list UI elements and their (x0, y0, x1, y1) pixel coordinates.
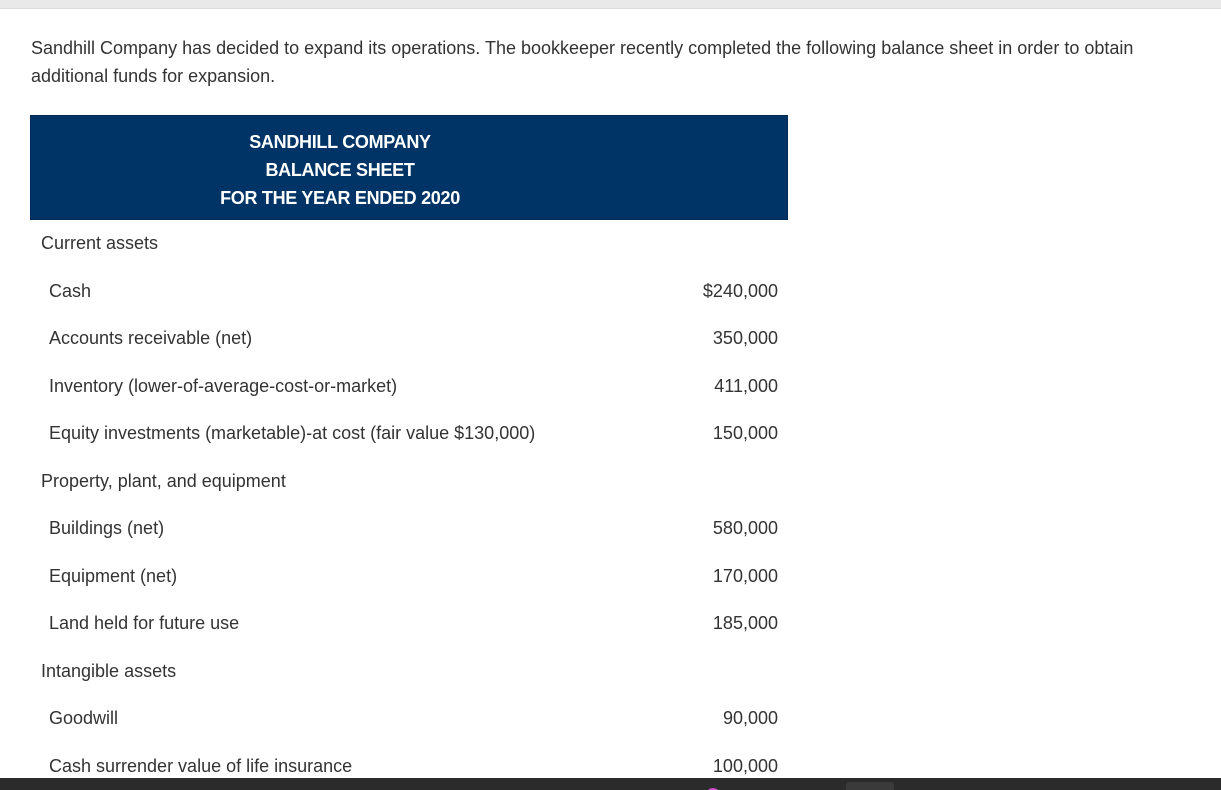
table-row (30, 268, 788, 316)
company-name: SANDHILL COMPANY (249, 132, 431, 152)
row-amount: 150,000 (712, 423, 778, 443)
taskbar-app-icon[interactable] (846, 782, 894, 790)
row-amount: 170,000 (712, 565, 778, 586)
table-row (30, 695, 788, 743)
row-label: Inventory (lower-of-average-cost-or-market) (49, 375, 398, 396)
table-row (30, 220, 788, 268)
table-row (30, 648, 788, 696)
row-amount: $240,000 (702, 280, 778, 301)
table-row (30, 458, 788, 506)
section-label: Current assets (41, 233, 159, 253)
table-row (30, 363, 788, 411)
page-content (0, 8, 1221, 779)
statement-title: BALANCE SHEET (265, 160, 415, 180)
balance-sheet-rows (30, 220, 788, 790)
top-strip (0, 0, 1221, 8)
row-label: Buildings (net) (49, 518, 165, 538)
balance-sheet-header (30, 115, 788, 220)
row-label: Accounts receivable (net) (49, 328, 253, 348)
row-label: Equity investments (marketable)-at cost (fair value $130,000) (49, 423, 536, 443)
table-row (30, 315, 788, 363)
intro-paragraph: Sandhill Company has decided to expand its operations. The bookkeeper recently completed the following balance sheet in order to obtain additional funds for expansion. (31, 38, 1134, 86)
row-label: Land held for future use (49, 613, 240, 633)
table-row (30, 505, 788, 553)
row-amount: 185,000 (712, 613, 778, 633)
section-label: Intangible assets (41, 660, 177, 681)
statement-period: FOR THE YEAR ENDED 2020 (220, 188, 460, 208)
row-label: Equipment (net) (49, 565, 178, 586)
row-label: Cash (49, 280, 92, 301)
taskbar (0, 778, 1221, 790)
section-label: Property, plant, and equipment (41, 470, 286, 491)
row-amount: 580,000 (712, 518, 778, 538)
row-amount: 100,000 (712, 755, 778, 776)
table-row (30, 600, 788, 648)
row-label: Goodwill (49, 708, 119, 728)
row-label: Cash surrender value of life insurance (49, 755, 353, 776)
row-amount: 90,000 (722, 708, 778, 728)
row-amount: 350,000 (712, 328, 778, 348)
row-amount: 411,000 (714, 375, 778, 396)
table-row (30, 410, 788, 458)
table-row (30, 553, 788, 601)
header-title-block (31, 128, 789, 212)
